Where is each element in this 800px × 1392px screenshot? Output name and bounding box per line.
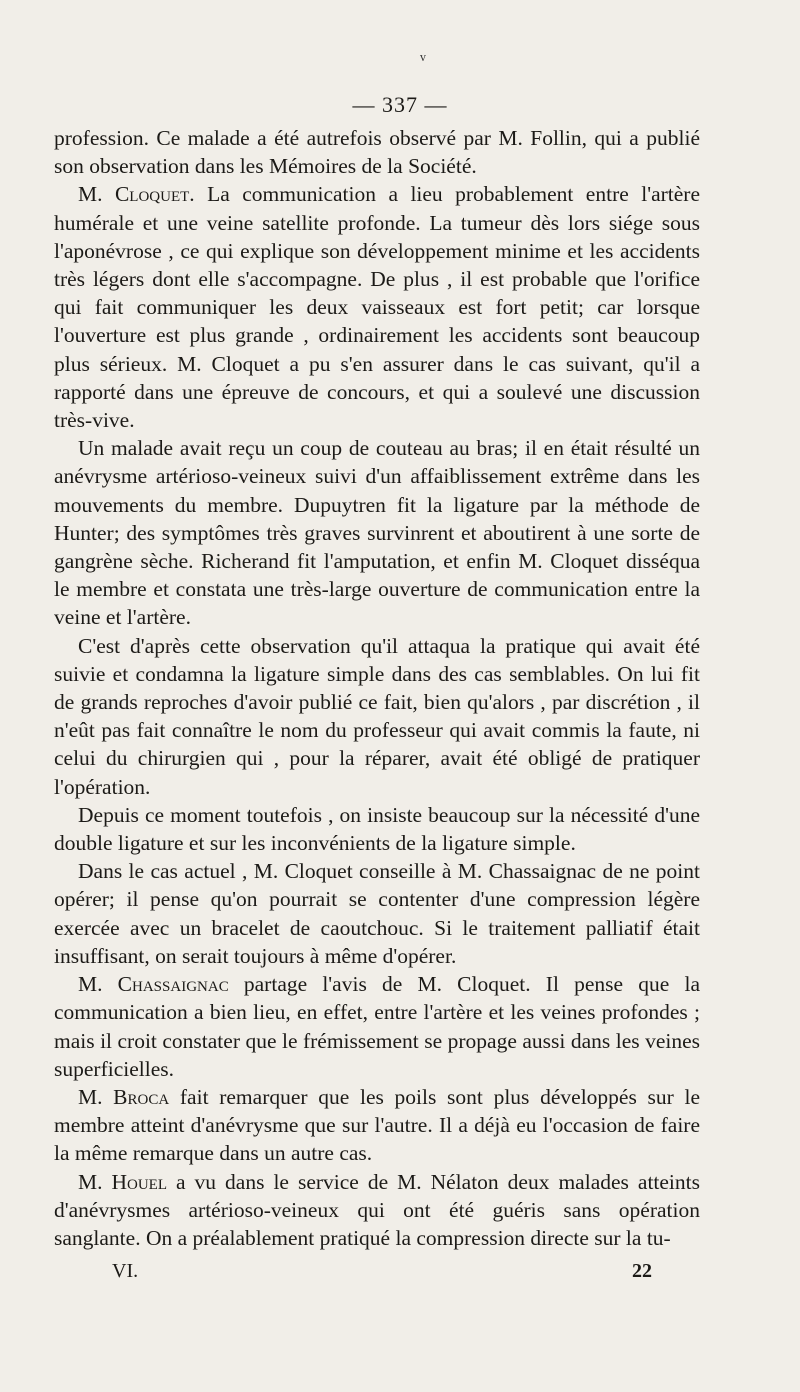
signature-number: 22 [632, 1260, 652, 1282]
ink-mark: ᵥ [420, 42, 426, 64]
speaker-name: M. Broca [78, 1084, 170, 1109]
page-number: — 337 — [352, 92, 448, 117]
paragraph-3: Un malade avait reçu un coup de couteau au bras; il en était résulté un anévrysme artérioso-veineux suivi d'un affaiblissement extrême dans les mouvements du membre. Dupuytren fit la ligature par la méthode de Hunter; des symptômes très graves survinrent et aboutirent à une sorte de gangrène sèche. Richerand fit l'amputation, et enfin M. Cloquet disséqua le membre et constata une très-large ouverture de communication entre la veine et l'artère. [54, 436, 700, 630]
paragraph-4: C'est d'après cette observation qu'il attaqua la pratique qui avait été suivie et condamna la ligature simple dans des cas semblables. On lui fit de grands reproches d'avoir publié ce fait, bien qu'alors , par discrétion , il n'eût pas fait connaître le nom du professeur qui avait commis la faute, ni celui du chirurgien qui , pour la réparer, avait été obligé de pratiquer l'opération. [54, 633, 700, 799]
speaker-name: M. Cloquet. [78, 182, 195, 207]
paragraph-9: M. Houel a vu dans le service de M. Nélaton deux malades atteints d'anévrysmes artérioso-veineux qui ont été guéris sans opération sanglante. On a préalablement pratiqué la compression directe sur la tu- [54, 1169, 700, 1250]
paragraph-8: M. Broca fait remarquer que les poils sont plus développés sur le membre atteint d'anévrysme que sur l'autre. Il a déjà eu l'occasion de faire la même remarque dans un autre cas. [54, 1084, 700, 1166]
paragraph-7: M. Chassaignac partage l'avis de M. Cloquet. Il pense que la communication a bien lieu, en effet, entre l'artère et les veines profondes ; mais il croit constater que le frémissement se propage aussi dans les veines superficielles. [54, 972, 700, 1081]
signature-volume: VI. [112, 1260, 139, 1282]
paragraph-1: profession. Ce malade a été autrefois observé par M. Follin, qui a publié son observation dans les Mémoires de la Société. [54, 126, 700, 179]
paragraph-6: Dans le cas actuel , M. Cloquet conseille à M. Chassaignac de ne point opérer; il pense qu'on pourrait se contenter d'une compression légère exercée avec un bracelet de caoutchouc. Si le traitement palliatif était insuffisant, on serait toujours à même d'opérer. [54, 859, 700, 968]
speaker-name: M. Chassaignac [78, 972, 229, 997]
paragraph-5: Depuis ce moment toutefois , on insiste beaucoup sur la nécessité d'une double ligature et sur les inconvénients de la ligature simple. [54, 802, 700, 856]
paragraph-2: M. Cloquet. La communication a lieu probablement entre l'artère humérale et une veine satellite profonde. La tumeur dès lors siége sous l'aponévrose , ce qui explique son développement minime et les accidents très légers dont elle s'accompagne. De plus , il est probable que l'orifice qui fait communiquer les deux vaisseaux est fort petit; car lorsque l'ouverture est plus grande , ordinairement les accidents sont beaucoup plus sérieux. M. Cloquet a pu s'en assurer dans le cas suivant, qu'il a rapporté dans une épreuve de concours, et qui a soulevé une discussion très-vive. [54, 182, 700, 433]
speaker-name: M. Houel [78, 1169, 168, 1194]
body-text [54, 124, 700, 1252]
